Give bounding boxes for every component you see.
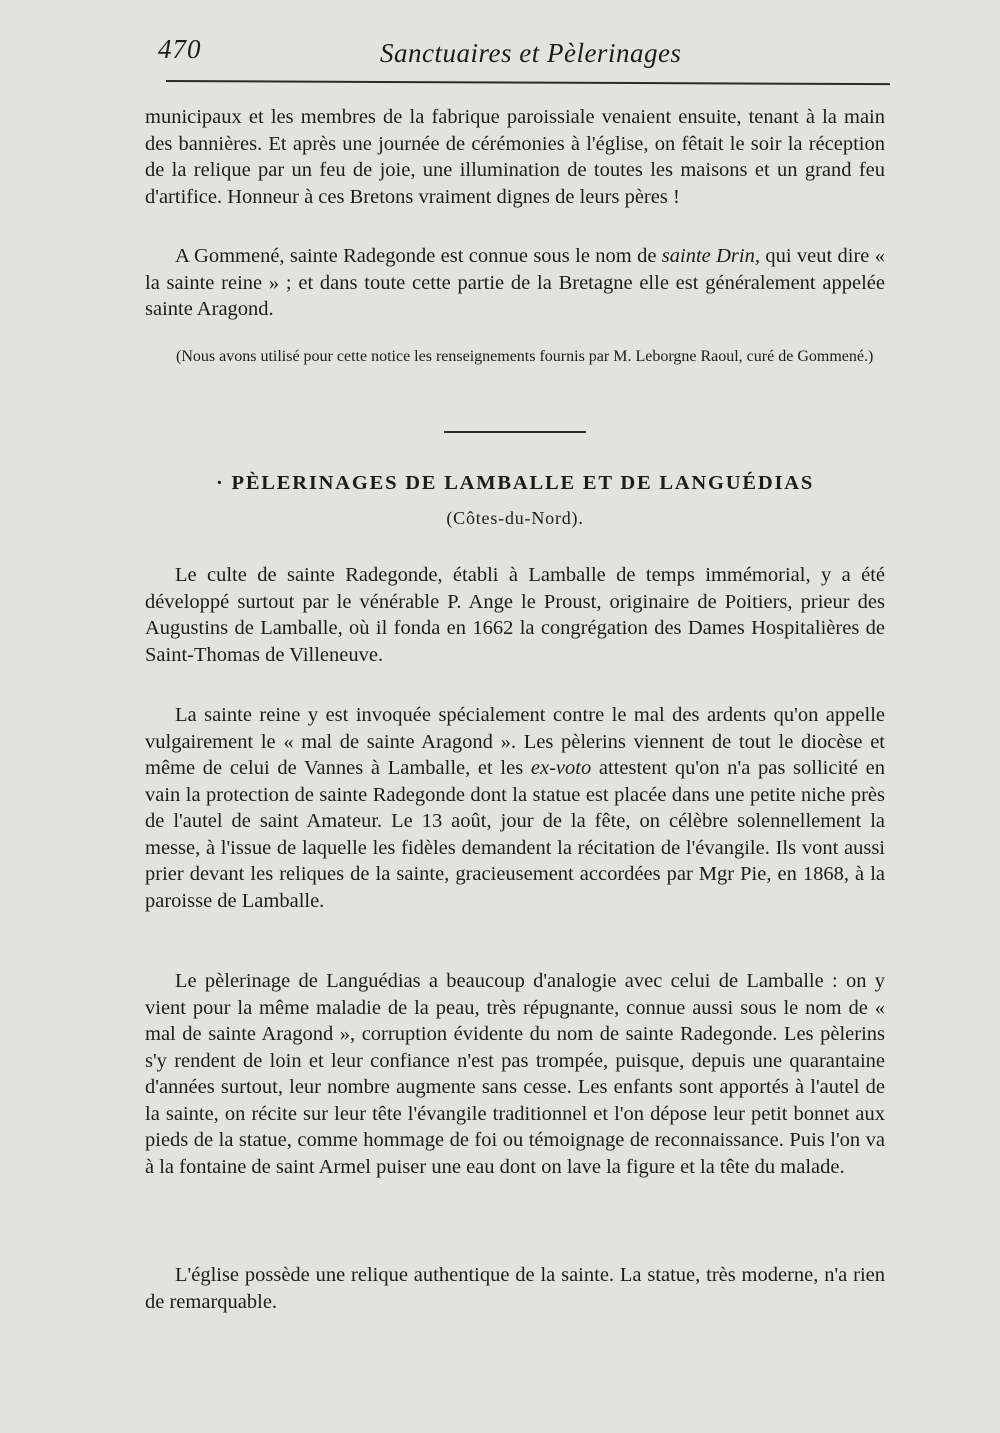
paragraph-gommene <box>145 243 885 323</box>
header-rule <box>166 80 890 85</box>
paragraph-lamballe-text-2: attestent qu'on n'a pas sollicité en vain la protection de sainte Radegonde dont la statue est placée dans une petite niche près de l'autel de saint Amateur. Le 13 août, jour de la fête, on célèbre solennellement la messe, à l'issue de laquelle les fidèles demandent la récitation de l'évangile. Ils vont aussi prier devant les reliques de la sainte, gracieusement accordées par Mgr Pie, en 1868, à la paroisse de Lamballe. <box>145 757 885 912</box>
paragraph-gommene-text-2: qui veut dire « la sainte reine » ; et dans toute cette partie de la Bretagne elle est généralement appelée sainte Aragond. <box>145 245 885 320</box>
paragraph-lamballe-text-1: La sainte reine y est invoquée spécialement contre le mal des ardents qu'on appelle vulgairement le « mal de sainte Aragond ». Les pèlerins viennent de tout le diocèse et même de celui de Vannes à Lamballe, et les <box>145 704 885 779</box>
paragraph-gommene-italic: sainte Drin, <box>661 245 760 267</box>
running-title: Sanctuaires et Pèlerinages <box>380 38 682 68</box>
page-number: 470 <box>158 34 202 64</box>
paragraph-lamballe-culte: Le culte de sainte Radegonde, établi à Lamballe de temps immémorial, y a été développé surtout par le vénérable P. Ange le Proust, originaire de Poitiers, prieur des Augustins de Lamballe, où il fonda en 1662 la congrégation des Dames Hospitalières de Saint-Thomas de Villeneuve. <box>145 564 885 666</box>
paragraph-languedias: Le pèlerinage de Languédias a beaucoup d'analogie avec celui de Lamballe : on y vient pour la même maladie de la peau, très répugnante, connue aussi sous le nom de « mal de sainte Aragond », corruption évidente du nom de sainte Radegonde. Les pèlerins s'y rendent de loin et leur confiance n'est pas trompée, puisque, depuis une quarantaine d'années surtout, leur nombre augmente sans cesse. Les enfants sont apportés à l'autel de la sainte, on récite sur leur tête l'évangile traditionnel et l'on dépose leur petit bonnet aux pieds de la statue, comme hommage de foi ou témoignage de reconnaissance. Puis l'on va à la fontaine de saint Armel puiser une eau dont on lave la figure et la tête du malade. <box>145 970 885 1178</box>
paragraph-gommene-text-1: A Gommené, sainte Radegonde est connue sous le nom de <box>175 245 662 267</box>
paragraph-lamballe-pelerins <box>145 702 885 914</box>
paragraph-continuation: municipaux et les membres de la fabrique paroissiale venaient ensuite, tenant à la main des bannières. Et après une journée de cérémonies à l'église, on fêtait le soir la réception de la relique par un feu de joie, une illumination de toutes les maisons et un grand feu d'artifice. Honneur à ces Bretons vraiment dignes de leurs pères ! <box>145 106 885 208</box>
paragraph-lamballe-italic: ex-voto <box>530 757 592 779</box>
section-title: · PÈLERINAGES DE LAMBALLE ET DE LANGUÉDIAS <box>215 472 815 494</box>
section-subtitle: (Côtes-du-Nord). <box>446 508 584 528</box>
page-header <box>158 30 890 78</box>
source-note: (Nous avons utilisé pour cette notice les renseignements fournis par M. Leborgne Raoul, curé de Gommené.) <box>176 348 874 365</box>
paragraph-eglise: L'église possède une relique authentique de la sainte. La statue, très moderne, n'a rien de remarquable. <box>145 1264 885 1313</box>
section-separator-rule <box>444 431 586 433</box>
